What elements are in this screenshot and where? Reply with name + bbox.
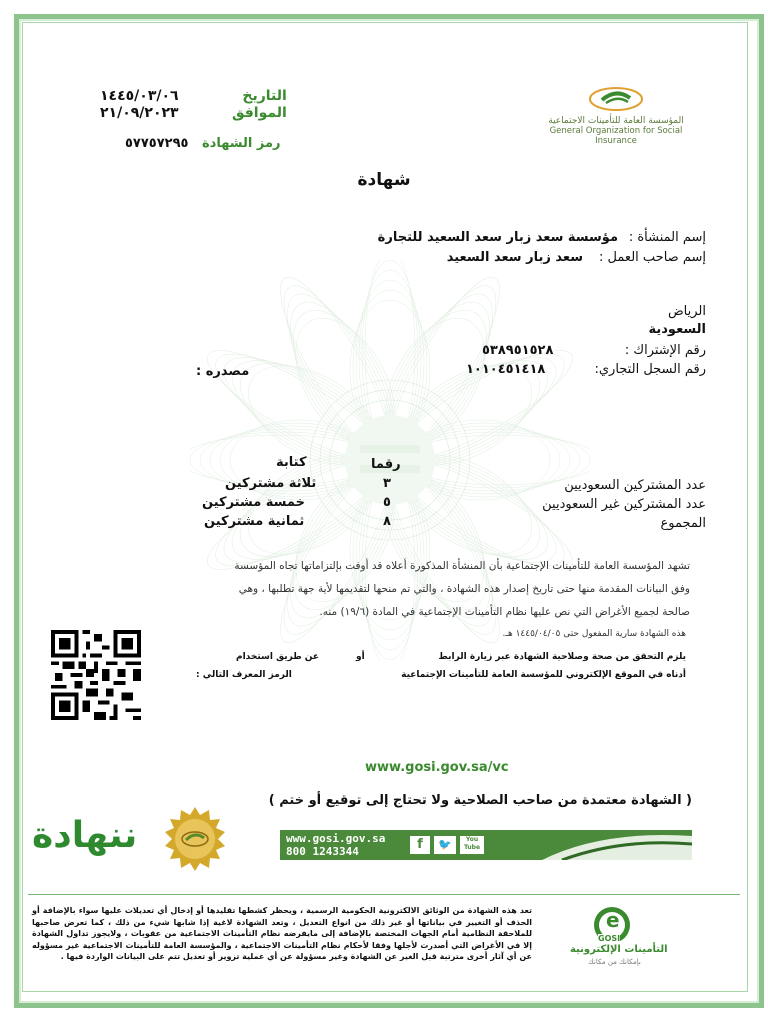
date-value-block <box>100 88 179 122</box>
saudi-subscribers-digits: ٣ <box>383 476 391 491</box>
saudi-subscribers-label: عدد المشتركين السعوديين <box>564 478 706 493</box>
gosi-english-name: General Organization for Social Insurance <box>549 126 683 146</box>
commercial-register-label: رقم السجل التجاري: <box>594 362 706 377</box>
banner-phone: 800 1243344 <box>286 845 359 858</box>
date-label: التاريخ <box>242 88 287 104</box>
approval-note: ( الشهادة معتمدة من صاحب الصلاحية ولا تحتاج إلى توقيع أو ختم ) <box>268 793 692 808</box>
total-subscribers-digits: ٨ <box>383 514 391 529</box>
digits-header: رقما <box>371 457 401 472</box>
statement-paragraph <box>90 555 690 624</box>
gosi-logo <box>528 86 704 146</box>
gosi-emblem-icon <box>528 86 704 112</box>
gold-seal-icon <box>162 806 228 872</box>
qr-code[interactable] <box>50 630 142 720</box>
gosi-eservices-letter: e <box>606 908 620 932</box>
banner-contact-text <box>286 832 385 858</box>
twitter-icon[interactable]: 🐦 <box>434 836 456 854</box>
non-saudi-subscribers-words: خمسة مشتركين <box>202 495 305 510</box>
legal-disclaimer: تعد هذه الشهادة من الوثائق الالكترونية الحكومية الرسمية ، ويحظر كشطها تقليدها أو إدخال أي تعديلات عليها سواء بالإضافة أو الحذف أو التغيير في بياناتها أو غير ذلك من انواع التعديل ، وتعد الشهادة لاغية إذا شابها شيء من ذلك ، كما تعرض صاحبها للملاحقة النظامية أمام الجهات المختصة بالإضافة إلى مايفرضه نظام التأمينات الاجتماعية من عقوبات ، ولايجوز تداول الشهادة إلا في الأغراض التي أصدرت لأجلها وفقا لأحكام نظام التأمينات الاجتماعية ، والمؤسسة العامة للتأمينات الاجتماعية غير مسؤوله عن أي آثار أخرى مترتبة قبل الغير عن الشهادة وغير مسؤولة عن أي عملية تزوير أو تعديل تتم على البيانات الواردة فيها . <box>32 906 532 961</box>
subscription-value: ٥٣٨٩٥١٥٢٨ <box>482 343 554 358</box>
gosi-arabic-name: المؤسسة العامة للتأمينات الاجتماعية <box>548 116 684 126</box>
banner-wave <box>542 830 692 860</box>
corresponding-value: ٢١/٠٩/٢٠٢٣ <box>100 105 179 121</box>
verification-line-1-left: عن طريق استخدام <box>236 652 320 662</box>
saudi-subscribers-words: ثلاثة مشتركين <box>225 476 317 491</box>
footer-divider <box>28 894 740 895</box>
date-value: ١٤٤٥/٠٣/٠٦ <box>100 88 179 104</box>
non-saudi-subscribers-digits: ٥ <box>383 495 391 510</box>
gosi-eservices-title: التأمينات الإلكترونية <box>570 944 668 955</box>
owner-name-value: سعد زبار سعد السعيد <box>446 250 583 265</box>
words-header: كتابة <box>276 455 307 470</box>
gosi-eservices-gosi: GOSI <box>598 934 621 943</box>
validity-note: هذه الشهادة سارية المفعول حتى ١٤٤٥/٠٤/٠٥ هـ. <box>502 629 686 639</box>
verification-line-2-left: الرمز المعرف التالي : <box>196 670 292 680</box>
contact-banner <box>280 830 692 860</box>
total-subscribers-label: المجموع <box>660 516 706 531</box>
city: الرياض <box>667 304 706 319</box>
gosi-eservices-slogan: بإمكانك من مكانك <box>588 958 641 966</box>
certificate-code-label: رمز الشهادة <box>202 136 281 151</box>
country: السعودية <box>648 322 706 337</box>
certificate-code-value: ٥٧٧٥٧٢٩٥ <box>125 136 189 151</box>
total-subscribers-words: ثمانية مشتركين <box>204 514 305 529</box>
establishment-name-label: إسم المنشأة : <box>628 230 706 245</box>
facebook-icon[interactable]: f <box>410 836 430 854</box>
page-title: شهادة <box>357 170 411 190</box>
verification-url[interactable]: www.gosi.gov.sa/vc <box>365 760 509 775</box>
date-label-block <box>232 88 287 122</box>
shahada-brand: ننهادة <box>32 815 138 856</box>
corresponding-label: الموافق <box>232 105 287 121</box>
subscription-label: رقم الإشتراك : <box>624 343 706 358</box>
non-saudi-subscribers-label: عدد المشتركين غير السعوديين <box>542 497 706 512</box>
statement-line-1: تشهد المؤسسة العامة للتأمينات الإجتماعية بأن المنشأة المذكورة أعلاه قد أوفت بإلتزاماتها تجاه المؤسسة <box>234 560 690 572</box>
statement-line-3: صالحة لجميع الأغراض التي نص عليها نظام التأمينات الإجتماعية في المادة (١٩/٦) منه. <box>319 606 690 618</box>
commercial-register-value: ١٠١٠٤٥١٤١٨ <box>466 362 546 377</box>
owner-name-label: إسم صاحب العمل : <box>599 250 706 265</box>
verification-line-2-right: أدناه في الموقع الإلكتروني للمؤسسة العامة للتأمينات الإجتماعية <box>401 670 686 680</box>
verification-or: أو <box>356 652 365 662</box>
source-label: مصدره : <box>196 364 250 379</box>
establishment-name-value: مؤسسة سعد زبار سعد السعيد للتجارة <box>377 230 618 245</box>
statement-line-2: وفق البيانات المقدمة منها حتى تاريخ إصدار هذه الشهادة ، والتي تم منحها لتقديمها لأية جهة تطلبها ، وهي <box>238 583 690 595</box>
youtube-icon[interactable]: You Tube <box>460 836 484 854</box>
verification-line-1-right: يلزم التحقق من صحة وصلاحية الشهادة عبر زيارة الرابط <box>438 652 686 662</box>
banner-url[interactable]: www.gosi.gov.sa <box>286 832 386 845</box>
